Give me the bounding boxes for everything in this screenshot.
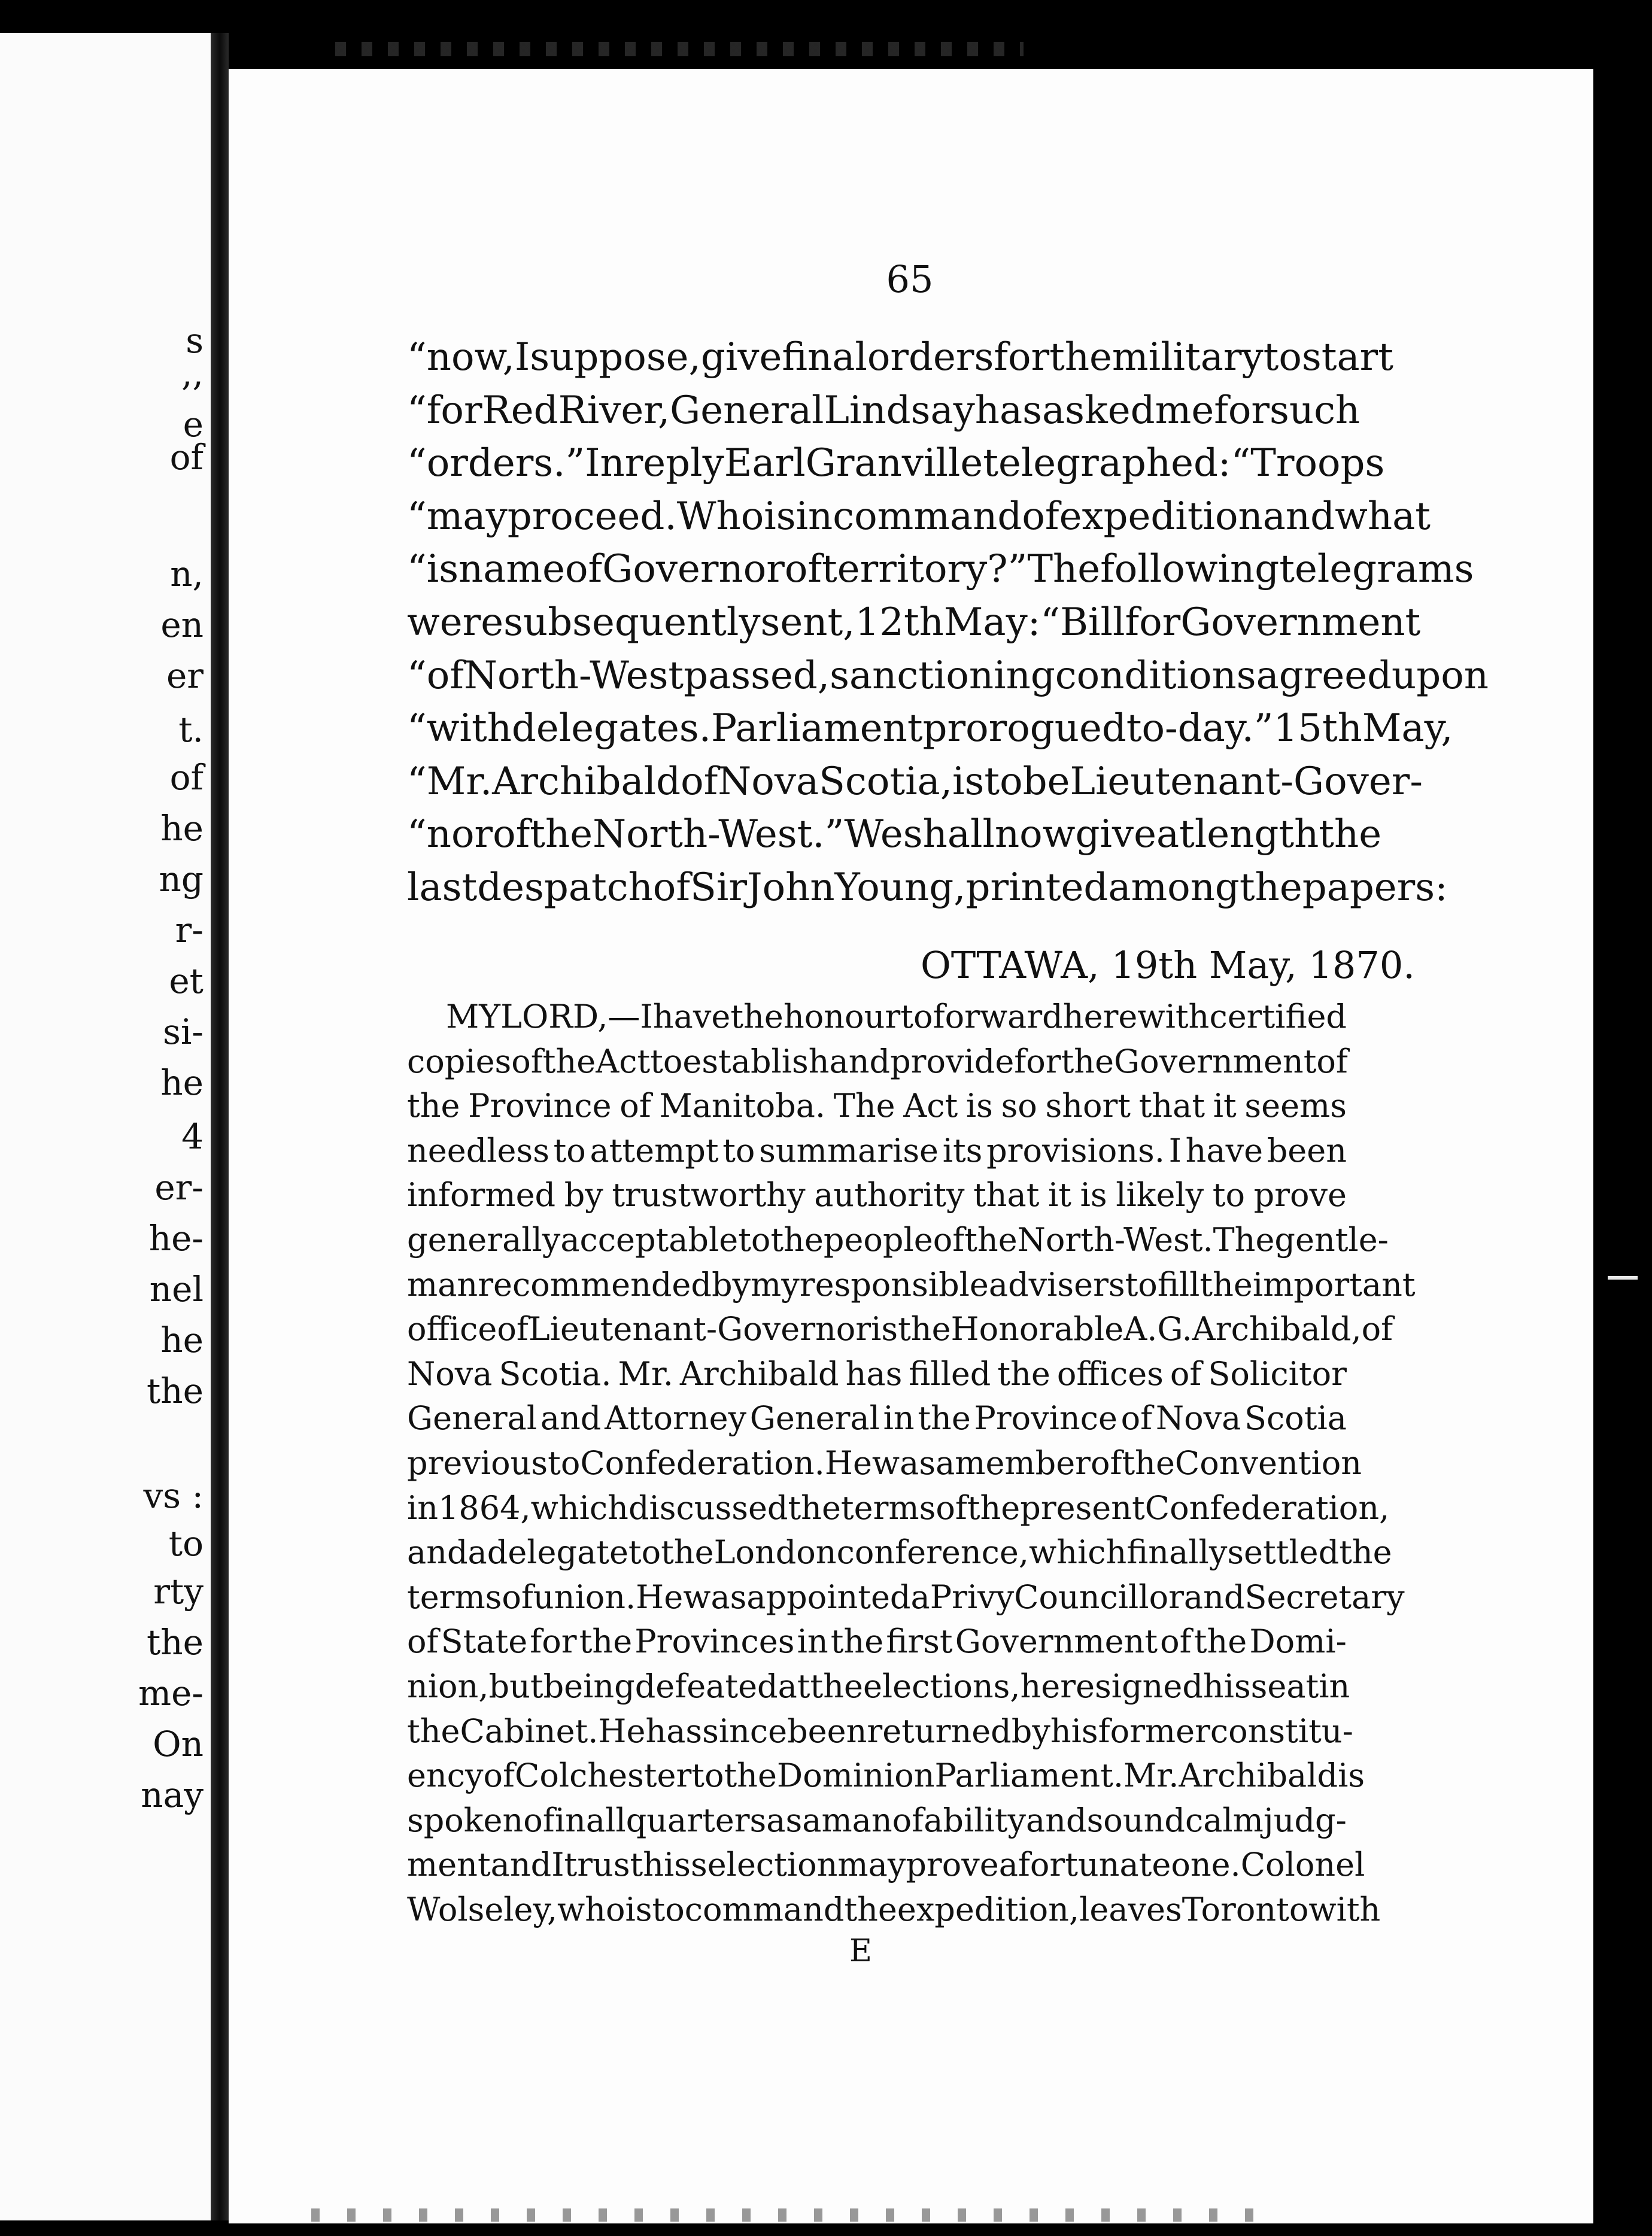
letter-line: ment and I trust his selection may prove a fortunate one. Colonel (407, 1846, 1365, 1883)
scan-noise-top (335, 42, 1024, 56)
quote-line: “ Mr. Archibald of Nova Scotia, is to be Lieutenant-Gover- (407, 759, 1423, 804)
left-fragment: e (183, 404, 204, 445)
letter-line: General and Attorney General in the Province of Nova Scotia (407, 1399, 1347, 1437)
quote-line: “ of North-West passed, sanctioning conditions agreed upon (407, 654, 1489, 698)
letter-line: man recommended by my responsible advisers to fill the important (407, 1266, 1416, 1304)
left-fragment: s (186, 320, 204, 361)
letter-line: the Cabinet. He has since been returned by his former constitu- (407, 1712, 1353, 1750)
left-fragment: he (160, 1062, 204, 1103)
letter-line: the Province of Manitoba. The Act is so short that it seems (407, 1087, 1347, 1125)
letter-line: office of Lieutenant-Governor is the Honorable A. G. Archibald, of (407, 1310, 1393, 1348)
letter-line: spoken of in all quarters as a man of ability and sound calm judg- (407, 1801, 1347, 1839)
left-fragment: he- (148, 1218, 204, 1259)
letter-line: generally acceptable to the people of the North-West. The gentle- (407, 1221, 1389, 1259)
left-fragment: n, (170, 554, 204, 594)
letter-line: previous to Confederation. He was a member of the Convention (407, 1444, 1362, 1482)
quote-line: were subsequently sent, 12th May : “ Bill for Government (407, 600, 1421, 645)
left-fragment: of (169, 757, 204, 798)
scan-noise-bottom (311, 2208, 1269, 2222)
letter-line: of State for the Provinces in the first Government of the Domi- (407, 1623, 1347, 1660)
quote-line: “ orders.” In reply Earl Granville telegraphed : “ Troops (407, 441, 1385, 485)
letter-line: in 1864, which discussed the terms of the present Confederation, (407, 1489, 1390, 1527)
left-fragment: nel (149, 1269, 204, 1310)
letter-line: MY LORD,—I have the honour to forward herewith certified (446, 998, 1347, 1035)
quote-line: last despatch of Sir John Young, printed among the papers : (407, 865, 1448, 910)
left-page (0, 33, 211, 2220)
left-fragment: en (160, 604, 204, 645)
letter-line: needless to attempt to summarise its provisions. I have been (407, 1132, 1347, 1169)
left-fragment: to (168, 1523, 204, 1564)
left-fragment: he (160, 1320, 204, 1360)
left-page-fragments (0, 33, 211, 2220)
quote-line: “ with delegates. Parliament prorogued to-day.” 15th May, (407, 706, 1453, 751)
book-gutter (211, 33, 229, 2220)
page-number: 65 (886, 257, 934, 301)
letter-line: terms of union. He was appointed a Privy Councillor and Secretary (407, 1578, 1405, 1616)
left-fragment: rty (153, 1571, 204, 1612)
letter-dateline: OTTAWA, 19th May, 1870. (921, 943, 1415, 987)
edge-mark (1608, 1276, 1638, 1280)
left-fragment: On (153, 1724, 204, 1764)
left-fragment: et (169, 961, 204, 1001)
left-fragment: ,, (181, 353, 204, 394)
left-fragment: t. (178, 709, 204, 750)
letter-line: Wolseley, who is to command the expedition, leaves Toronto with (407, 1891, 1381, 1928)
left-fragment: er (166, 655, 204, 696)
left-fragment: nay (141, 1775, 204, 1815)
left-fragment: the (147, 1371, 204, 1411)
letter-line: and a delegate to the London conference, which finally settled the (407, 1533, 1392, 1571)
quote-line: “ may proceed. Who is in command of expedition and what (407, 494, 1431, 539)
left-fragment: vs : (143, 1475, 204, 1516)
quote-line: “ for Red River, General Lindsay has asked me for such (407, 388, 1361, 433)
signature-mark: E (849, 1933, 872, 1969)
left-fragment: r- (175, 910, 204, 950)
left-fragment: he (160, 808, 204, 849)
letter-line: informed by trustworthy authority that it is likely to prove (407, 1176, 1347, 1214)
letter-line: copies of the Act to establish and provide for the Government of (407, 1043, 1348, 1080)
left-fragment: si- (163, 1011, 204, 1052)
left-fragment: of (169, 437, 204, 478)
left-fragment: er- (154, 1167, 204, 1208)
left-fragment: me- (138, 1673, 204, 1714)
left-fragment: 4 (181, 1116, 204, 1157)
letter-line: Nova Scotia. Mr. Archibald has filled the offices of Solicitor (407, 1355, 1347, 1393)
letter-line: nion, but being defeated at the elections, he resigned his seat in (407, 1667, 1350, 1705)
quote-line: “ now, I suppose, give final orders for the military to start (407, 335, 1393, 379)
quote-line: “ is name of Governor of territory?” The following telegrams (407, 547, 1474, 591)
left-fragment: ng (159, 859, 204, 900)
quote-line: “ nor of the North-West.” We shall now give at length the (407, 812, 1382, 856)
left-fragment: the (147, 1622, 204, 1663)
letter-line: ency of Colchester to the Dominion Parliament. Mr. Archibald is (407, 1757, 1365, 1794)
